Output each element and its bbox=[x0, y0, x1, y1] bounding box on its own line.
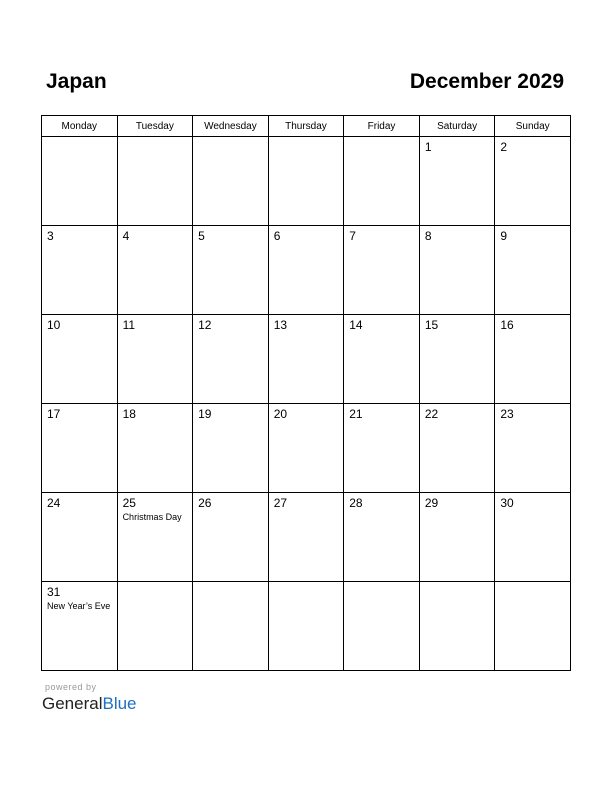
weekday-header: Tuesday bbox=[117, 116, 193, 137]
day-number: 21 bbox=[349, 407, 363, 421]
day-cell bbox=[117, 315, 193, 404]
day-number: 4 bbox=[122, 229, 130, 243]
empty-day-cell bbox=[268, 137, 344, 226]
empty-day-cell bbox=[117, 137, 193, 226]
holiday-label: New Year’s Eve bbox=[47, 601, 111, 611]
empty-day-cell bbox=[193, 582, 269, 671]
day-number: 27 bbox=[273, 496, 288, 510]
day-number: 18 bbox=[122, 407, 136, 421]
day-cell bbox=[419, 315, 495, 404]
empty-day-cell bbox=[117, 582, 193, 671]
day-cell bbox=[193, 226, 269, 315]
calendar-week-row bbox=[42, 582, 571, 671]
calendar-grid bbox=[41, 115, 571, 671]
day-number: 5 bbox=[198, 229, 205, 243]
day-number: 12 bbox=[198, 318, 212, 332]
calendar-week-row bbox=[42, 404, 571, 493]
day-cell bbox=[495, 315, 571, 404]
day-cell bbox=[42, 582, 118, 671]
day-cell bbox=[419, 404, 495, 493]
calendar-week-row bbox=[42, 226, 571, 315]
day-number: 2 bbox=[500, 140, 508, 154]
generalblue-logo[interactable] bbox=[42, 694, 137, 714]
weekday-header: Saturday bbox=[419, 116, 495, 137]
day-number: 31 bbox=[47, 585, 61, 599]
day-number: 26 bbox=[198, 496, 212, 510]
day-cell bbox=[42, 493, 118, 582]
day-number: 13 bbox=[273, 318, 288, 332]
day-number: 15 bbox=[424, 318, 439, 332]
empty-day-cell bbox=[268, 582, 344, 671]
day-cell bbox=[495, 226, 571, 315]
day-cell bbox=[268, 404, 344, 493]
day-cell bbox=[193, 315, 269, 404]
day-number: 6 bbox=[273, 229, 281, 243]
day-cell bbox=[419, 226, 495, 315]
day-cell bbox=[344, 493, 420, 582]
day-number: 1 bbox=[424, 140, 432, 154]
empty-day-cell bbox=[344, 137, 420, 226]
calendar-country: Japan bbox=[46, 70, 107, 93]
day-number: 16 bbox=[500, 318, 514, 332]
calendar-month-title: December 2029 bbox=[409, 70, 564, 93]
empty-day-cell bbox=[419, 582, 495, 671]
weekday-header-row bbox=[42, 116, 571, 137]
day-number: 24 bbox=[47, 496, 61, 510]
day-cell bbox=[344, 226, 420, 315]
weekday-header: Thursday bbox=[268, 116, 344, 137]
day-number: 11 bbox=[122, 318, 136, 332]
holiday-label: Christmas Day bbox=[122, 512, 182, 522]
powered-by-text: powered by bbox=[45, 682, 97, 692]
day-number: 7 bbox=[349, 229, 356, 243]
day-cell bbox=[117, 493, 193, 582]
day-number: 30 bbox=[500, 496, 514, 510]
day-number: 17 bbox=[47, 407, 61, 421]
weekday-header: Sunday bbox=[495, 116, 571, 137]
day-cell bbox=[117, 404, 193, 493]
day-number: 10 bbox=[47, 318, 61, 332]
day-cell bbox=[193, 493, 269, 582]
day-cell bbox=[193, 404, 269, 493]
calendar-week-row bbox=[42, 315, 571, 404]
day-number: 28 bbox=[349, 496, 363, 510]
day-number: 3 bbox=[47, 229, 54, 243]
day-number: 19 bbox=[198, 407, 212, 421]
day-cell bbox=[42, 226, 118, 315]
day-number: 9 bbox=[500, 229, 508, 243]
calendar-week-row bbox=[42, 493, 571, 582]
calendar-week-row bbox=[42, 137, 571, 226]
empty-day-cell bbox=[42, 137, 118, 226]
empty-day-cell bbox=[495, 582, 571, 671]
day-cell bbox=[42, 315, 118, 404]
day-cell bbox=[344, 404, 420, 493]
day-number: 25 bbox=[122, 496, 136, 510]
empty-day-cell bbox=[193, 137, 269, 226]
logo-general-text: General bbox=[42, 694, 103, 713]
day-number: 8 bbox=[424, 229, 432, 243]
day-number: 29 bbox=[424, 496, 439, 510]
weekday-header: Friday bbox=[344, 116, 420, 137]
day-number: 23 bbox=[500, 407, 514, 421]
day-cell bbox=[268, 226, 344, 315]
day-cell bbox=[495, 404, 571, 493]
day-cell bbox=[268, 315, 344, 404]
day-number: 20 bbox=[273, 407, 288, 421]
day-cell bbox=[344, 315, 420, 404]
day-cell bbox=[419, 493, 495, 582]
day-cell bbox=[117, 226, 193, 315]
empty-day-cell bbox=[344, 582, 420, 671]
day-cell bbox=[42, 404, 118, 493]
day-cell bbox=[495, 493, 571, 582]
day-number: 22 bbox=[424, 407, 439, 421]
day-cell bbox=[495, 137, 571, 226]
weekday-header: Monday bbox=[42, 116, 118, 137]
day-number: 14 bbox=[349, 318, 363, 332]
day-cell bbox=[268, 493, 344, 582]
day-cell bbox=[419, 137, 495, 226]
weekday-header: Wednesday bbox=[193, 116, 269, 137]
logo-blue-text: Blue bbox=[102, 694, 137, 713]
